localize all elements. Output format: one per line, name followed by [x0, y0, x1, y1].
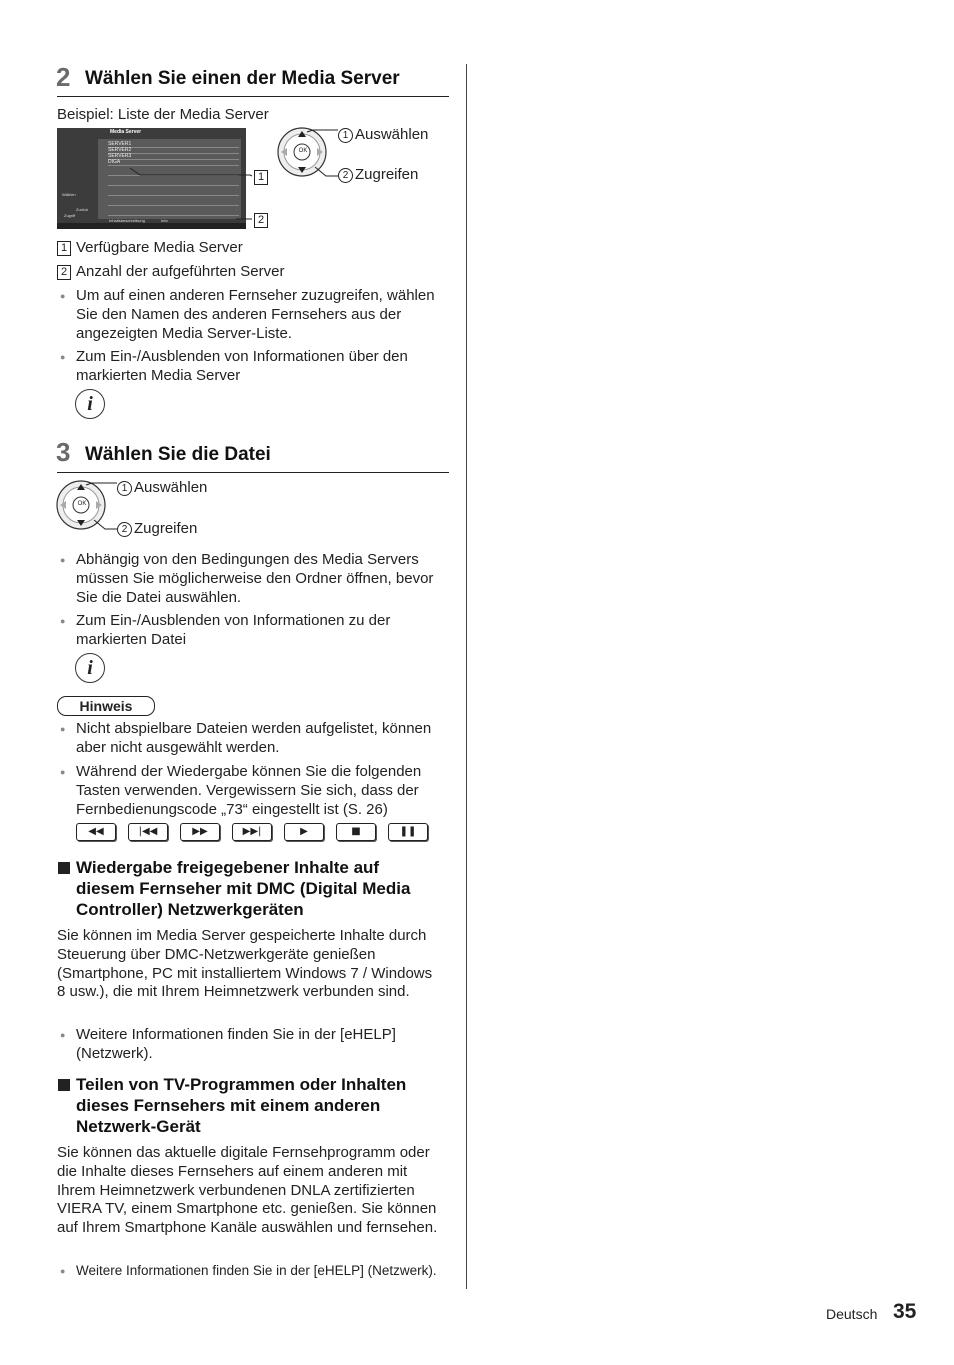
skip-forward-key: ▶▶|	[232, 823, 272, 841]
hinweis-label: Hinweis	[57, 696, 155, 716]
hinweis-bullet: ● Nicht abspielbare Dateien werden aufgelistet, können aber nicht ausgewählt werden.	[58, 720, 456, 758]
legend-item	[57, 263, 284, 282]
server-item: SERVER3	[108, 153, 239, 160]
stop-key: ■	[336, 823, 376, 841]
callout-box-2: 2	[254, 213, 268, 228]
server-item: SERVER1	[108, 141, 239, 148]
select-text: Auswählen	[134, 479, 208, 496]
pause-key: ❚❚	[388, 823, 428, 841]
remote-dpad-icon	[276, 126, 340, 182]
step-3-bullet: ● Zum Ein-/Ausblenden von Informationen zu der markierten Datei	[58, 612, 452, 650]
server-item: SERVER2	[108, 147, 239, 154]
step-2-bullet: ● Um auf einen anderen Fernseher zuzugreifen, wählen Sie den Namen des anderen Fernsehers aus der angezeigten Media Server-Liste.	[58, 287, 452, 343]
legend-num: 2	[57, 265, 71, 280]
step-2-bullet: ● Zum Ein-/Ausblenden von Informationen über den markierten Media Server	[58, 348, 452, 386]
section-share-bullet: ● Weitere Informationen finden Sie in der [eHELP] (Netzwerk).	[58, 1262, 468, 1281]
access-text: Zugreifen	[134, 520, 198, 537]
server-item: DIGA	[108, 159, 239, 166]
legend-num: 1	[57, 241, 71, 256]
num-2-icon: 2	[117, 522, 132, 537]
example-caption: Beispiel: Liste der Media Server	[57, 106, 269, 123]
remote-dpad-icon	[55, 479, 119, 535]
fast-forward-key: ▶▶	[180, 823, 220, 841]
select-label	[117, 479, 207, 496]
num-1-icon: 1	[338, 128, 353, 143]
screen-footer-left: Inhaltsbeschreibung	[109, 218, 145, 223]
screen-side-exit: Zurück	[76, 207, 89, 212]
skip-back-key: |◀◀	[128, 823, 168, 841]
step-2-title: Wählen Sie einen der Media Server	[85, 68, 400, 89]
section-dmc-bullet: ● Weitere Informationen finden Sie in der [eHELP] (Netzwerk).	[58, 1026, 452, 1064]
access-label	[338, 166, 418, 183]
info-icon: i	[75, 389, 105, 419]
rewind-key: ◀◀	[76, 823, 116, 841]
hinweis-bullet: ● Während der Wiedergabe können Sie die folgenden Tasten verwenden. Vergewissern Sie sich, dass der Fernbedienungscode „73“ eingestellt ist (S. 26)	[58, 763, 456, 819]
step-3-rule	[57, 472, 449, 473]
section-share-title-line: dieses Fernsehers mit einem anderen	[76, 1096, 381, 1115]
legend-text: Verfügbare Media Server	[76, 239, 243, 256]
ok-label: OK	[77, 501, 87, 507]
section-share-title-line: Teilen von TV-Programmen oder Inhalten	[76, 1075, 407, 1094]
legend-text: Anzahl der aufgeführten Server	[76, 263, 285, 280]
section-dmc-title-line: diesem Fernseher mit DMC (Digital Media	[76, 879, 411, 898]
section-square-icon	[58, 1079, 70, 1091]
section-dmc-body: Sie können im Media Server gespeicherte Inhalte durch Steuerung über DMC-Netzwerkgeräte genießen (Smartphone, PC mit installiertem Windows 7 / Windows 8 usw.), die mit Ihrem Heimnetzwerk verbunden sind.	[57, 927, 433, 1001]
section-square-icon	[58, 862, 70, 874]
section-share-title-line: Netzwerk-Gerät	[76, 1117, 201, 1136]
section-dmc-title-line: Controller) Netzwerkgeräten	[76, 900, 304, 919]
screen-side-access: Zugriff	[64, 213, 76, 218]
select-text: Auswählen	[355, 126, 429, 143]
play-key: ▶	[284, 823, 324, 841]
select-label	[338, 126, 428, 143]
footer-language: Deutsch	[826, 1306, 878, 1322]
page-number: 35	[893, 1300, 917, 1323]
num-1-icon: 1	[117, 481, 132, 496]
access-label	[117, 520, 197, 537]
section-share-body: Sie können das aktuelle digitale Fernsehprogramm oder die Inhalte dieses Fernsehers auf einem anderen mit Ihrem Heimnetzwerk verbundenen DNLA zertifizierten VIERA TV, einem Smartphone etc. genießen. Sie können auf Ihrem Smartphone Kanäle auswählen und fernsehen.	[57, 1144, 438, 1237]
legend-item	[57, 239, 243, 258]
step-2-rule	[57, 96, 449, 97]
section-dmc-title-line: Wiedergabe freigegebener Inhalte auf	[76, 858, 380, 877]
step-3-title: Wählen Sie die Datei	[85, 444, 271, 465]
step-3-bullet: ● Abhängig von den Bedingungen des Media Servers müssen Sie möglicherweise den Ordner öffnen, bevor Sie die Datei auswählen.	[58, 551, 452, 607]
screen-side-select: Wählen	[62, 192, 76, 197]
ok-label: OK	[298, 148, 308, 154]
column-divider	[466, 64, 467, 1289]
access-text: Zugreifen	[355, 166, 419, 183]
info-icon: i	[75, 653, 105, 683]
num-2-icon: 2	[338, 168, 353, 183]
step-2-number: 2	[56, 62, 71, 92]
screen-footer-mid: Info	[161, 218, 168, 223]
step-3-number: 3	[56, 437, 71, 467]
screen-title: Media Server	[110, 129, 142, 135]
callout-box-1: 1	[254, 170, 268, 185]
